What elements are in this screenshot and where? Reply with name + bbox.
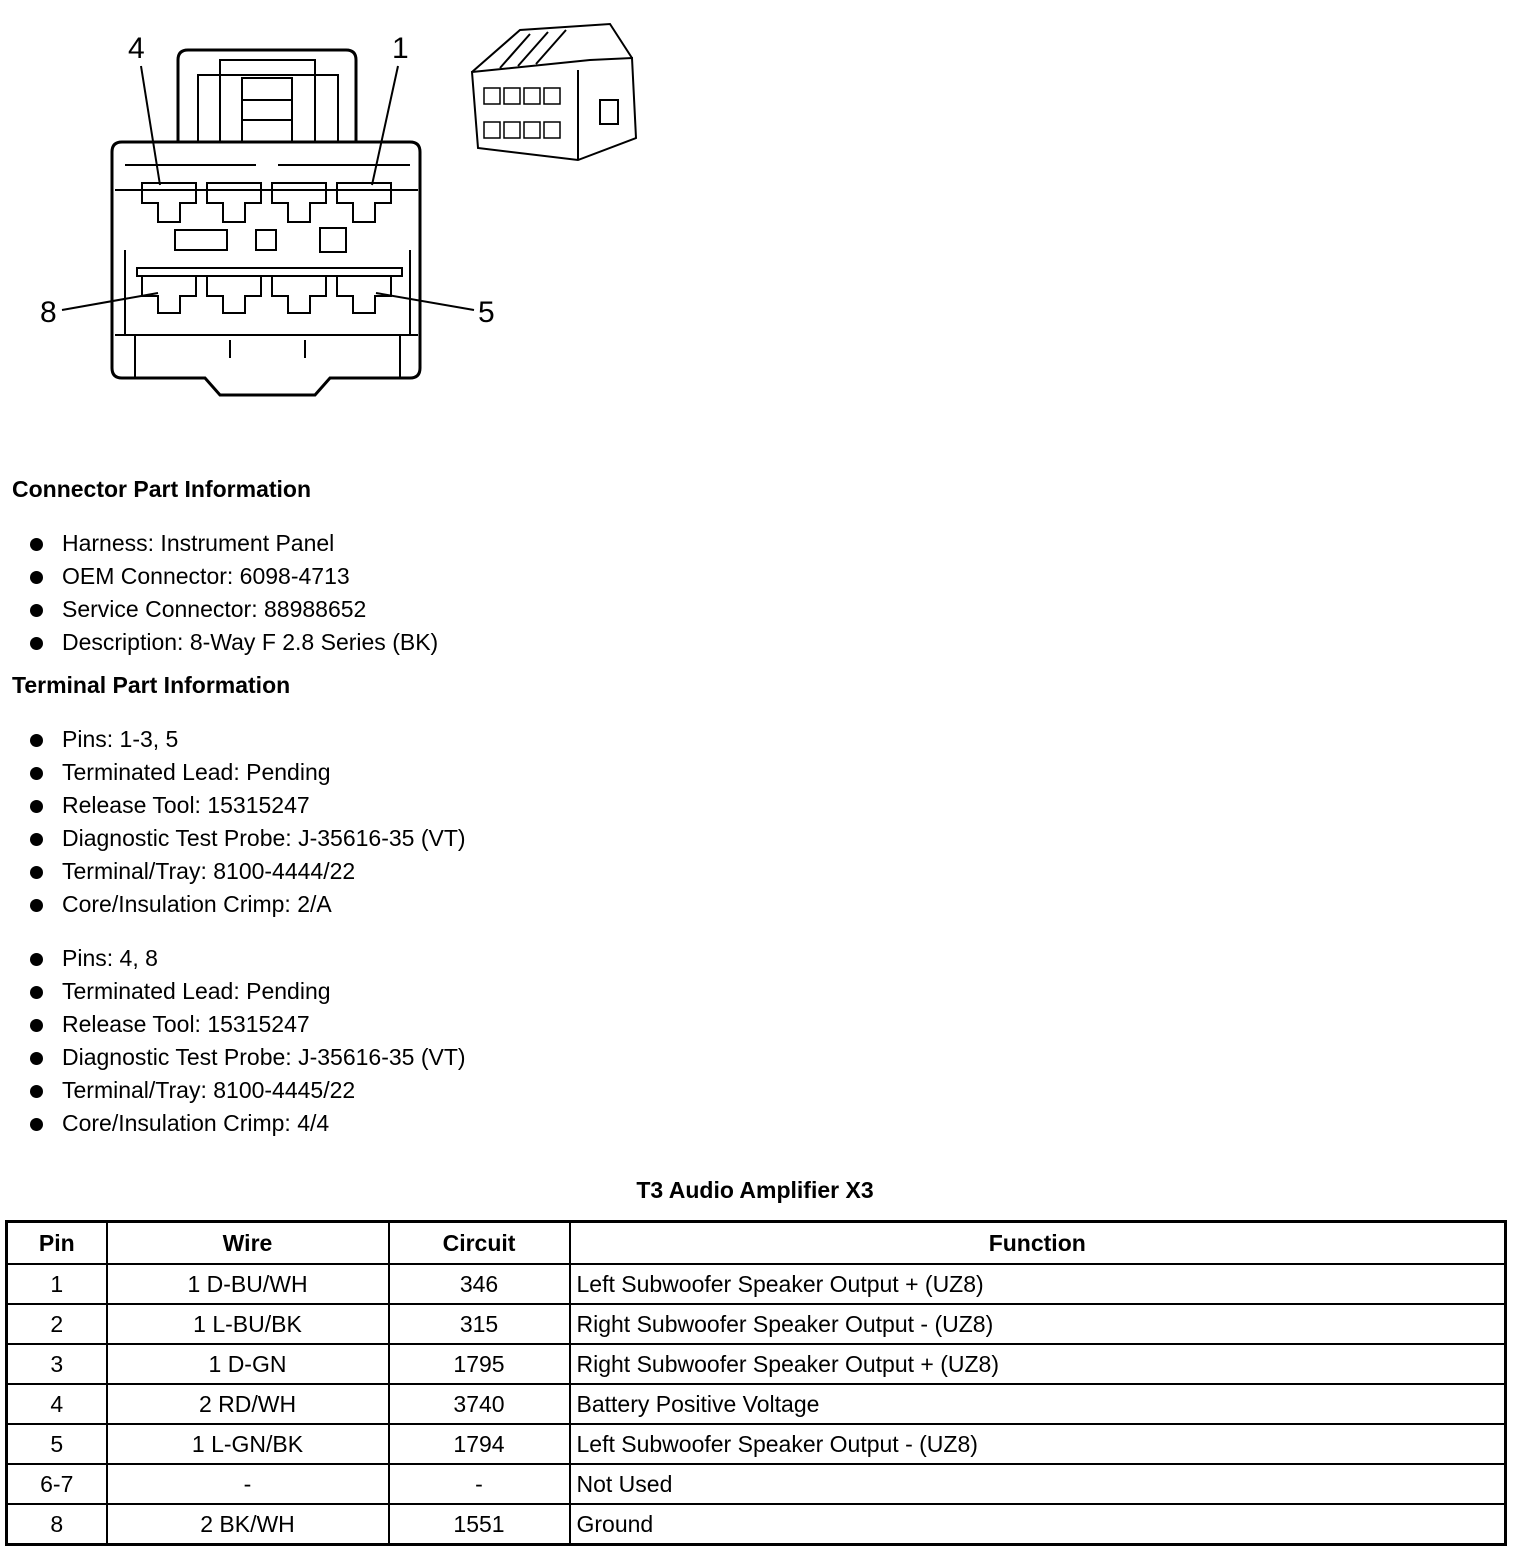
connector-slot <box>256 230 276 250</box>
pin-label-5: 5 <box>478 296 495 329</box>
circuit-cell: - <box>389 1464 570 1504</box>
pinout-table <box>5 1220 1507 1546</box>
cavity-4 <box>142 183 196 222</box>
list-item: OEM Connector: 6098-4713 <box>28 560 438 593</box>
pin-label-8: 8 <box>40 296 57 329</box>
function-cell: Right Subwoofer Speaker Output - (UZ8) <box>570 1304 1506 1344</box>
top-row-cavities <box>142 183 391 222</box>
table-row <box>7 1344 1506 1384</box>
pin-cell: 2 <box>7 1304 107 1344</box>
pin-cell: 4 <box>7 1384 107 1424</box>
list-item: Diagnostic Test Probe: J-35616-35 (VT) <box>28 822 466 855</box>
wire-cell: - <box>107 1464 389 1504</box>
table-row <box>7 1304 1506 1344</box>
wire-cell: 1 L-GN/BK <box>107 1424 389 1464</box>
wire-cell: 1 D-GN <box>107 1344 389 1384</box>
wire-cell: 2 BK/WH <box>107 1504 389 1545</box>
list-item: Diagnostic Test Probe: J-35616-35 (VT) <box>28 1041 466 1074</box>
circuit-cell: 1795 <box>389 1344 570 1384</box>
list-item: Terminal/Tray: 8100-4444/22 <box>28 855 466 888</box>
column-header-wire: Wire <box>107 1222 389 1265</box>
pin-cell: 3 <box>7 1344 107 1384</box>
wire-cell: 1 D-BU/WH <box>107 1264 389 1304</box>
list-item: Core/Insulation Crimp: 2/A <box>28 888 466 921</box>
table-row <box>7 1464 1506 1504</box>
connector-info-title: Connector Part Information <box>12 476 312 502</box>
connector-isometric-view <box>472 24 636 160</box>
circuit-cell: 315 <box>389 1304 570 1344</box>
column-header-pin: Pin <box>7 1222 107 1265</box>
wire-cell: 1 L-BU/BK <box>107 1304 389 1344</box>
list-item: Pins: 4, 8 <box>28 942 466 975</box>
pin-label-4: 4 <box>128 32 145 65</box>
circuit-cell: 1794 <box>389 1424 570 1464</box>
wire-cell: 2 RD/WH <box>107 1384 389 1424</box>
cavity-3 <box>207 183 261 222</box>
terminal-info-title: Terminal Part Information <box>12 672 291 698</box>
function-cell: Battery Positive Voltage <box>570 1384 1506 1424</box>
list-item: Terminated Lead: Pending <box>28 975 466 1008</box>
cavity-6 <box>272 276 326 313</box>
table-row <box>7 1384 1506 1424</box>
terminal-info-group-1 <box>28 723 466 921</box>
column-header-function: Function <box>570 1222 1506 1265</box>
cavity-1 <box>337 183 391 222</box>
circuit-cell: 3740 <box>389 1384 570 1424</box>
function-cell: Not Used <box>570 1464 1506 1504</box>
pin-cell: 6-7 <box>7 1464 107 1504</box>
connector-latch <box>178 50 356 142</box>
list-item: Harness: Instrument Panel <box>28 527 438 560</box>
column-header-circuit: Circuit <box>389 1222 570 1265</box>
table-header-row <box>7 1222 1506 1265</box>
function-cell: Left Subwoofer Speaker Output + (UZ8) <box>570 1264 1506 1304</box>
function-cell: Ground <box>570 1504 1506 1545</box>
list-item: Core/Insulation Crimp: 4/4 <box>28 1107 466 1140</box>
function-cell: Right Subwoofer Speaker Output + (UZ8) <box>570 1344 1506 1384</box>
pin-cell: 5 <box>7 1424 107 1464</box>
list-item: Description: 8-Way F 2.8 Series (BK) <box>28 626 438 659</box>
terminal-info-group-2 <box>28 942 466 1140</box>
circuit-cell: 1551 <box>389 1504 570 1545</box>
circuit-cell: 346 <box>389 1264 570 1304</box>
pin-cell: 8 <box>7 1504 107 1545</box>
list-item: Release Tool: 15315247 <box>28 789 466 822</box>
cavity-2 <box>272 183 326 222</box>
function-cell: Left Subwoofer Speaker Output - (UZ8) <box>570 1424 1506 1464</box>
list-item: Service Connector: 88988652 <box>28 593 438 626</box>
list-item: Terminated Lead: Pending <box>28 756 466 789</box>
table-title: T3 Audio Amplifier X3 <box>636 1177 874 1203</box>
pin-cell: 1 <box>7 1264 107 1304</box>
cavity-7 <box>207 276 261 313</box>
list-item: Pins: 1-3, 5 <box>28 723 466 756</box>
list-item: Terminal/Tray: 8100-4445/22 <box>28 1074 466 1107</box>
connector-slot <box>320 228 346 252</box>
bottom-row-cavities <box>142 276 391 313</box>
connector-slot <box>175 230 227 250</box>
connector-diagram <box>0 0 700 420</box>
pin-label-1: 1 <box>392 32 409 65</box>
connector-info-list <box>28 527 438 659</box>
list-item: Release Tool: 15315247 <box>28 1008 466 1041</box>
table-row <box>7 1504 1506 1545</box>
table-row <box>7 1424 1506 1464</box>
table-row <box>7 1264 1506 1304</box>
